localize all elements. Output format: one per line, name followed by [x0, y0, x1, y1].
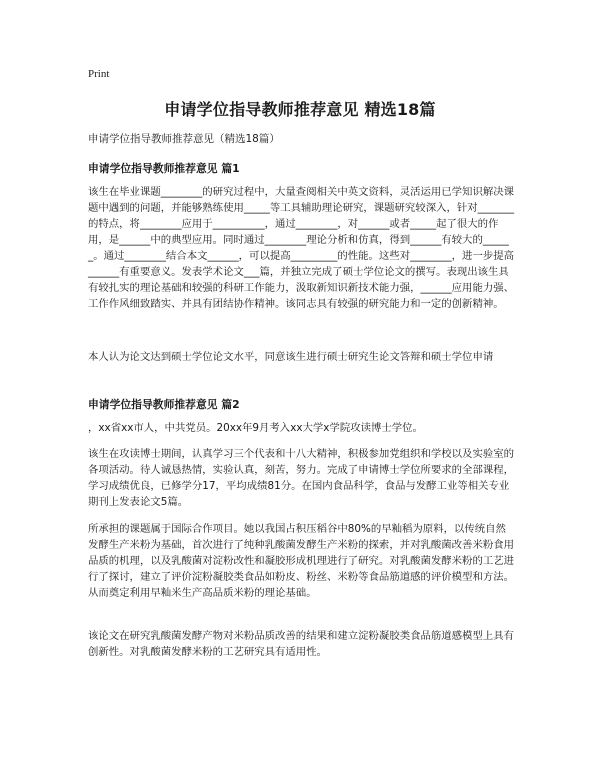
section-2-paragraph-2: 该生在攻读博士期间，认真学习三个代表和十八大精神，积极参加党组织和学校以及实验室的各项活动。待人诚恳热情，实验认真，刻苦，努力。完成了申请博士学位所要求的全部课程，学习成绩优良，已修学分17，平均成绩81分。在国内食品科学，食品与发酵工业等相关专业期刊上发表论文5篇。	[88, 448, 515, 508]
document-subtitle: 申请学位指导教师推荐意见（精选18篇）	[88, 133, 280, 145]
section-2-paragraph-1: ，xx省xx市人，中共党员。20xx年9月考入xx大学x学院攻读博士学位。	[88, 422, 423, 434]
print-label[interactable]: Print	[88, 68, 110, 80]
document-title: 申请学位指导教师推荐意见 精选18篇	[164, 100, 436, 119]
section-2-paragraph-3: 所承担的课题属于国际合作项目。她以我国占积压稻谷中80%的早籼稻为原料，以传统自然发酵生产米粉为基础，首次进行了纯种乳酸菌发酵生产米粉的探索，并对乳酸菌改善米粉食用品质的机理，以及乳酸菌对淀粉改性和凝胶形成机理进行了研究。对乳酸菌发酵米粉的工艺进行了探讨，建立了评价淀粉凝胶类食品如粉皮、粉丝、米粉等食品筋道感的评价模型和方法。从而奠定利用早籼米生产高品质米粉的理论基础。	[88, 523, 515, 599]
section-1-paragraph-1: 该生在毕业课题________的研究过程中，大量查阅相关中英文资料，灵活运用已学知识解决课题中遇到的问题，并能够熟练使用_____等工具辅助理论研究，课题研究较深入，针对_______的特点，将________应用于__________，通过________，对______或者_____起了很大的作用，是______中的典型应用。同时通过________理论分析和仿真，得到______有较大的______。通过________结合本文______，可以提高_________的性能。这些对________，进一步提高______有重要意义。发表学术论文___篇，并独立完成了硕士学位论文的撰写。表现出该生具有较扎实的理论基础和较强的科研工作能力，汲取新知识新技术能力强，______应用能力强、工作作风细致踏实、并具有团结协作精神。该同志具有较强的研究能力和一定的创新精神。	[88, 186, 515, 310]
section-1-heading: 申请学位指导教师推荐意见 篇1	[88, 162, 240, 175]
section-2-paragraph-4: 该论文在研究乳酸菌发酵产物对米粉品质改善的结果和建立淀粉凝胶类食品筋道感模型上具有创新性。对乳酸菌发酵米粉的工艺研究具有适用性。	[88, 630, 515, 658]
section-1-paragraph-2: 本人认为论文达到硕士学位论文水平，同意该生进行硕士研究生论文答辩和硕士学位申请	[88, 351, 494, 363]
section-2-heading: 申请学位指导教师推荐意见 篇2	[88, 398, 240, 411]
